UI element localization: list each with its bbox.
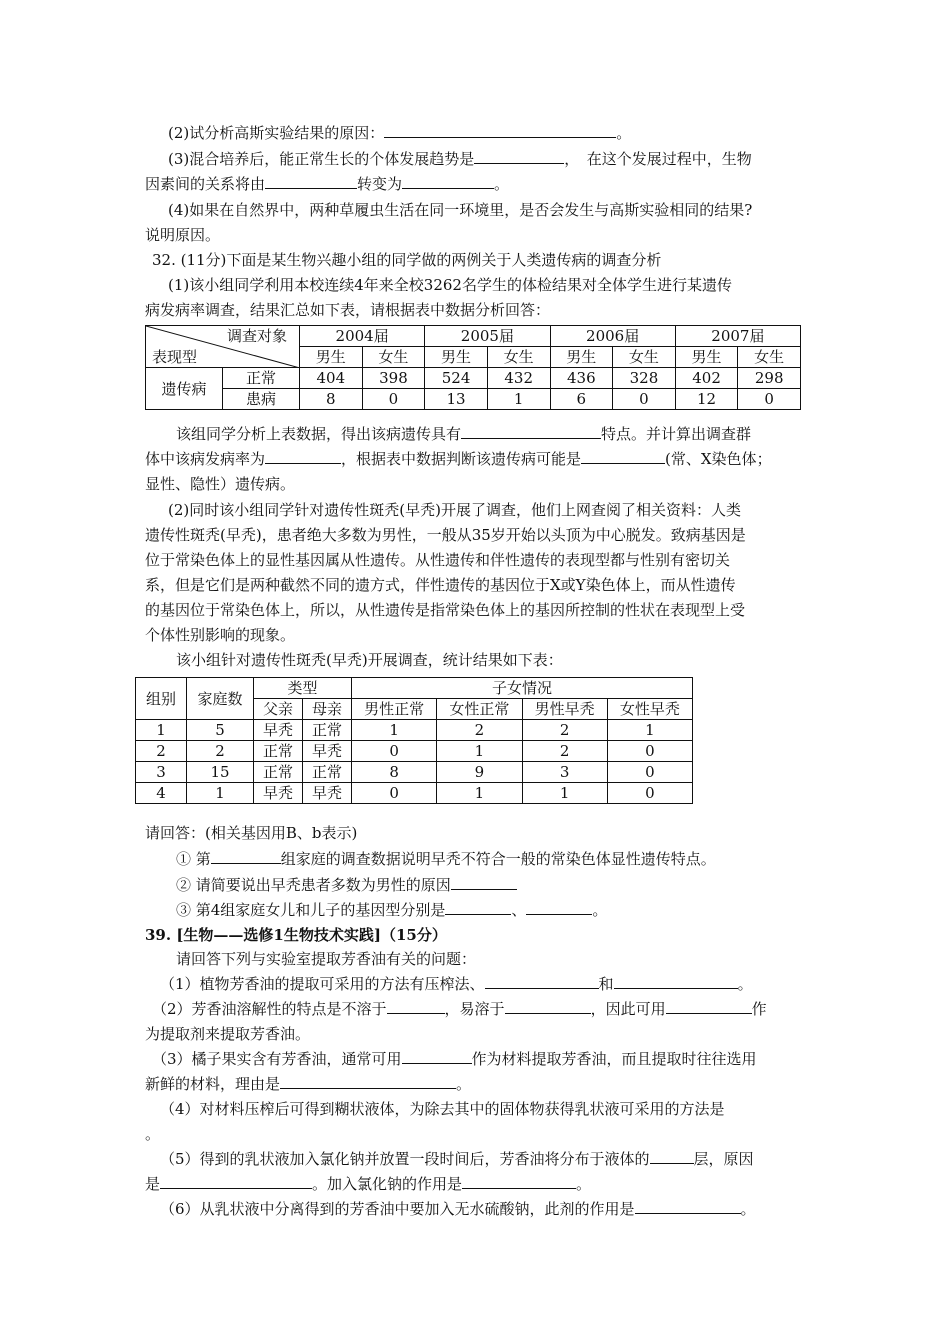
baldness-table <box>135 677 693 804</box>
subheader: 女性早秃 <box>607 699 692 720</box>
answer-blank[interactable] <box>485 974 599 989</box>
cell: 2 <box>136 741 187 762</box>
q39-5 <box>160 1149 754 1169</box>
sex-header: 男生 <box>300 347 363 368</box>
answer-blank[interactable] <box>635 1199 741 1214</box>
text: ，易溶于 <box>444 1000 505 1018</box>
corner-bottom-label: 表现型 <box>152 348 198 366</box>
text: （5）得到的乳状液加入氯化钠并放置一段时间后，芳香油将分布于液体的 <box>160 1150 650 1168</box>
cell: 0 <box>607 783 692 804</box>
sub-q1 <box>176 849 716 869</box>
cell: 0 <box>362 389 425 410</box>
row-label: 正常 <box>223 368 300 389</box>
cell: 早秃 <box>303 741 352 762</box>
answer-blank[interactable] <box>461 424 601 439</box>
cell: 正常 <box>303 762 352 783</box>
header-families: 家庭数 <box>187 678 254 720</box>
text: 体中该病发病率为 <box>145 450 266 468</box>
text: 该组同学分析上表数据，得出该病遗传具有 <box>176 425 462 443</box>
cell: 2 <box>437 720 522 741</box>
cell: 1 <box>187 783 254 804</box>
cell: 12 <box>675 389 738 410</box>
text: 新鲜的材料，理由是 <box>145 1075 281 1093</box>
cell: 1 <box>437 741 522 762</box>
answer-prompt: 请回答：(相关基因用B、b表示) <box>145 824 358 842</box>
text: (3)混合培养后，能正常生长的个体发展趋势是 <box>168 150 475 168</box>
q32-1-line-2: 病发病率调查，结果汇总如下表，请根据表中数据分析回答： <box>145 301 551 319</box>
cell: 0 <box>613 389 676 410</box>
cell: 1 <box>136 720 187 741</box>
q32-title: 32. (11分)下面是某生物兴趣小组的同学做的两例关于人类遗传病的调查分析 <box>152 251 662 269</box>
answer-blank[interactable] <box>402 1049 472 1064</box>
text: 和 <box>598 975 614 993</box>
cell: 0 <box>738 389 801 410</box>
text: 。 <box>494 175 510 193</box>
text: 。加入氯化钠的作用是 <box>312 1175 463 1193</box>
text: 层，原因 <box>693 1150 754 1168</box>
text: 。 <box>592 901 608 919</box>
q39-2-line-2: 为提取剂来提取芳香油。 <box>145 1025 311 1043</box>
text: ， 在这个发展过程中，生物 <box>564 150 752 168</box>
q3-line <box>168 149 752 169</box>
cell: 9 <box>437 762 522 783</box>
q39-4-line-2: 。 <box>145 1125 161 1143</box>
text: (2)试分析高斯实验结果的原因： <box>168 124 385 142</box>
q32-1-line: (1)该小组同学利用本校连续4年来全校3262名学生的体检结果对全体学生进行某遗传 <box>168 276 732 294</box>
text: 。 <box>616 124 632 142</box>
text: 转变为 <box>357 175 403 193</box>
q2-line <box>168 123 631 143</box>
q39-6 <box>160 1199 756 1219</box>
answer-blank[interactable] <box>445 900 511 915</box>
sex-header: 女生 <box>362 347 425 368</box>
text: 作 <box>751 1000 767 1018</box>
q39-3-line-2 <box>145 1074 471 1094</box>
q32-2-line-2: 遗传性斑秃(早秃)，患者绝大多数为男性，一般从35岁开始以头顶为中心脱发。致病基因是 <box>145 526 746 544</box>
text: 特点。并计算出调查群 <box>601 425 752 443</box>
q39-title: 39. [生物——选修1生物技术实践]（15分） <box>145 926 447 944</box>
cell: 早秃 <box>254 783 303 804</box>
table-row <box>146 389 801 410</box>
cell: 0 <box>352 783 437 804</box>
q4-line: (4)如果在自然界中，两种草履虫生活在同一环境里，是否会发生与高斯实验相同的结果? <box>168 201 753 219</box>
year-header: 2007届 <box>675 326 800 347</box>
cell: 13 <box>425 389 488 410</box>
q39-3 <box>152 1049 757 1069</box>
answer-blank[interactable] <box>265 174 357 189</box>
subheader: 父亲 <box>254 699 303 720</box>
analysis-line-3: 显性、隐性）遗传病。 <box>145 475 296 493</box>
text: ，因此可用 <box>590 1000 666 1018</box>
corner-top-label: 调查对象 <box>226 327 287 345</box>
header-type: 类型 <box>254 678 352 699</box>
text: 。 <box>740 1200 756 1218</box>
text: 、 <box>511 901 527 919</box>
subheader: 男性早秃 <box>522 699 607 720</box>
cell: 1 <box>487 389 550 410</box>
cell: 2 <box>187 741 254 762</box>
group-label: 遗传病 <box>146 368 223 410</box>
text: 。 <box>456 1075 472 1093</box>
text: 作为材料提取芳香油，而且提取时往往选用 <box>471 1050 757 1068</box>
q32-2-line-7: 该小组针对遗传性斑秃(早秃)开展调查，统计结果如下表： <box>176 651 563 669</box>
cell: 4 <box>136 783 187 804</box>
answer-blank[interactable] <box>666 999 752 1014</box>
q32-2-line: (2)同时该小组同学针对遗传性斑秃(早秃)开展了调查，他们上网查阅了相关资料：人类 <box>168 501 741 519</box>
text: (常、X染色体； <box>665 450 772 468</box>
year-header: 2004届 <box>300 326 425 347</box>
q39-4: （4）对材料压榨后可得到糊状液体，为除去其中的固体物获得乳状液可采用的方法是 <box>160 1100 725 1118</box>
cell: 8 <box>300 389 363 410</box>
cell: 1 <box>437 783 522 804</box>
sex-header: 女生 <box>613 347 676 368</box>
sex-header: 女生 <box>738 347 801 368</box>
cell: 早秃 <box>303 783 352 804</box>
cell: 398 <box>362 368 425 389</box>
text: ③ 第4组家庭女儿和儿子的基因型分别是 <box>176 901 446 919</box>
answer-blank[interactable] <box>581 449 665 464</box>
cell: 404 <box>300 368 363 389</box>
text: 因素间的关系将由 <box>145 175 266 193</box>
sub-q2 <box>176 875 517 895</box>
answer-blank[interactable] <box>384 123 616 138</box>
cell: 1 <box>522 783 607 804</box>
cell: 2 <box>522 720 607 741</box>
row-label: 患病 <box>223 389 300 410</box>
cell: 3 <box>136 762 187 783</box>
sex-header: 男生 <box>425 347 488 368</box>
text: ① 第 <box>176 850 211 868</box>
q32-2-line-4: 系，但是它们是两种截然不同的遗方式，伴性遗传的基因位于X或Y染色体上，而从性遗传 <box>145 576 736 594</box>
header-group: 组别 <box>136 678 187 720</box>
sex-header: 男生 <box>550 347 613 368</box>
cell: 15 <box>187 762 254 783</box>
cell: 0 <box>352 741 437 762</box>
cell: 436 <box>550 368 613 389</box>
cell: 1 <box>352 720 437 741</box>
q39-intro: 请回答下列与实验室提取芳香油有关的问题： <box>176 950 477 968</box>
answer-blank[interactable] <box>526 900 592 915</box>
answer-blank[interactable] <box>650 1149 694 1164</box>
answer-blank[interactable] <box>160 1174 312 1189</box>
sub-q3 <box>176 900 607 920</box>
answer-blank[interactable] <box>614 974 738 989</box>
cell: 8 <box>352 762 437 783</box>
text: ② 请简要说出早秃患者多数为男性的原因 <box>176 876 451 894</box>
table-row <box>136 783 693 804</box>
answer-blank[interactable] <box>462 1174 576 1189</box>
analysis-line-2 <box>145 449 772 469</box>
subheader: 男性正常 <box>352 699 437 720</box>
q32-2-line-6: 个体性别影响的现象。 <box>145 626 296 644</box>
cell: 0 <box>607 741 692 762</box>
q4-line-2: 说明原因。 <box>145 226 221 244</box>
cell: 1 <box>607 720 692 741</box>
q3-line-2 <box>145 174 509 194</box>
answer-blank[interactable] <box>402 174 494 189</box>
cell: 0 <box>607 762 692 783</box>
answer-blank[interactable] <box>451 875 517 890</box>
sex-header: 男生 <box>675 347 738 368</box>
year-header: 2005届 <box>425 326 550 347</box>
text: （2）芳香油溶解性的特点是不溶于 <box>152 1000 387 1018</box>
cell: 正常 <box>303 720 352 741</box>
text: 组家庭的调查数据说明早秃不符合一般的常染色体显性遗传特点。 <box>280 850 716 868</box>
text: ，根据表中数据判断该遗传病可能是 <box>341 450 582 468</box>
cell: 524 <box>425 368 488 389</box>
sex-header: 女生 <box>487 347 550 368</box>
cell: 298 <box>738 368 801 389</box>
cell: 2 <box>522 741 607 762</box>
analysis-line <box>176 424 751 444</box>
cell: 328 <box>613 368 676 389</box>
cell: 432 <box>487 368 550 389</box>
answer-blank[interactable] <box>265 449 341 464</box>
header-children: 子女情况 <box>352 678 693 699</box>
cell: 早秃 <box>254 720 303 741</box>
table-row <box>146 368 801 389</box>
answer-blank[interactable] <box>474 149 564 164</box>
answer-blank[interactable] <box>280 1074 456 1089</box>
text: （3）橘子果实含有芳香油，通常可用 <box>152 1050 402 1068</box>
cell: 402 <box>675 368 738 389</box>
subheader: 女性正常 <box>437 699 522 720</box>
q32-2-line-3: 位于常染色体上的显性基因属从性遗传。从性遗传和伴性遗传的表现型都与性别有密切关 <box>145 551 731 569</box>
q32-2-line-5: 的基因位于常染色体上，所以，从性遗传是指常染色体上的基因所控制的性状在表现型上受 <box>145 601 746 619</box>
table-row <box>136 741 693 762</box>
table-row <box>136 762 693 783</box>
survey-table <box>145 325 801 410</box>
q39-2 <box>152 999 767 1019</box>
text: （6）从乳状液中分离得到的芳香油中要加入无水硫酸钠，此剂的作用是 <box>160 1200 635 1218</box>
answer-blank[interactable] <box>505 999 591 1014</box>
cell: 正常 <box>254 741 303 762</box>
text: 是 <box>145 1175 161 1193</box>
text: 。 <box>576 1175 592 1193</box>
answer-blank[interactable] <box>211 849 281 864</box>
cell: 5 <box>187 720 254 741</box>
text: 。 <box>737 975 753 993</box>
table-corner <box>146 326 300 368</box>
text: （1）植物芳香油的提取可采用的方法有压榨法、 <box>160 975 485 993</box>
subheader: 母亲 <box>303 699 352 720</box>
q39-1 <box>160 974 753 994</box>
cell: 3 <box>522 762 607 783</box>
q39-5-line-2 <box>145 1174 591 1194</box>
table-row <box>136 720 693 741</box>
cell: 正常 <box>254 762 303 783</box>
cell: 6 <box>550 389 613 410</box>
answer-blank[interactable] <box>387 999 445 1014</box>
year-header: 2006届 <box>550 326 675 347</box>
